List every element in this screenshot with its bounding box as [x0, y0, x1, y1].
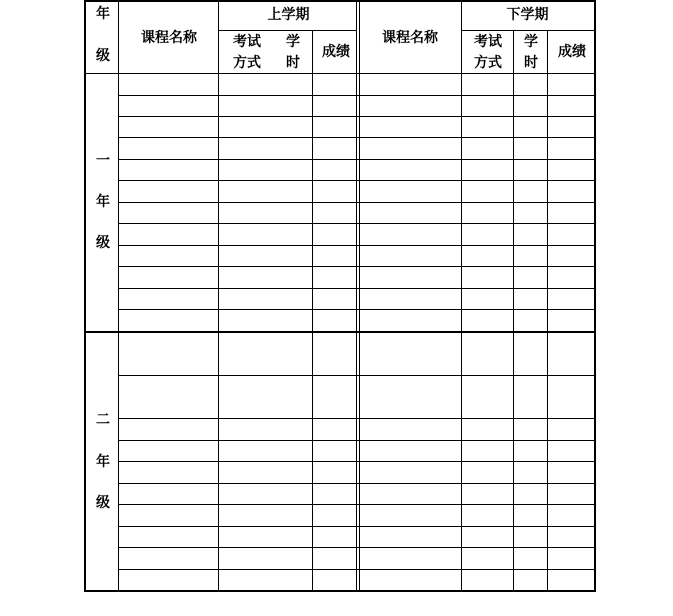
- grade-2-char-1: 二: [96, 412, 110, 428]
- header-hours-right-1: 学: [524, 34, 538, 50]
- header-score-left: 成绩: [322, 44, 350, 60]
- grid-line-h-19: [118, 180, 596, 181]
- grid-line-h-35: [118, 569, 596, 570]
- grade-2-char-2: 年: [96, 454, 110, 470]
- header-grade-char-1: 年: [96, 6, 110, 22]
- grid-line-h-14: [84, 73, 596, 74]
- grid-line-h-7: [218, 30, 356, 31]
- grid-line-h-22: [118, 245, 596, 246]
- grid-line-v-12: [513, 30, 514, 592]
- grid-line-h-16: [118, 116, 596, 117]
- grid-line-h-33: [118, 526, 596, 527]
- header-exam-method-left-1: 考试: [233, 34, 261, 50]
- header-course-name-left: 课程名称: [141, 30, 197, 46]
- header-hours-right-2: 时: [524, 55, 538, 71]
- grid-line-h-30: [118, 461, 596, 462]
- grid-line-h-28: [118, 418, 596, 419]
- header-exam-method-right-2: 方式: [474, 55, 502, 71]
- header-score-right: 成绩: [558, 44, 586, 60]
- grid-line-h-24: [118, 288, 596, 289]
- grid-line-h-23: [118, 266, 596, 267]
- header-hours-left-2: 时: [286, 55, 300, 71]
- grade-1-char-3: 级: [96, 235, 110, 251]
- grid-line-h-0: [84, 0, 596, 2]
- grid-line-h-27: [118, 375, 596, 376]
- grid-line-v-2: [84, 0, 86, 592]
- grade-1-char-1: 一: [96, 153, 110, 169]
- grid-line-v-10: [312, 30, 313, 592]
- grid-line-h-8: [461, 30, 596, 31]
- grid-line-h-1: [84, 590, 596, 592]
- grid-line-h-34: [118, 547, 596, 548]
- grid-line-h-17: [118, 137, 596, 138]
- grid-line-h-26: [84, 331, 596, 333]
- grid-line-h-25: [118, 309, 596, 310]
- header-grade-char-2: 级: [96, 48, 110, 64]
- grid-line-h-21: [118, 223, 596, 224]
- grid-line-h-32: [118, 504, 596, 505]
- grid-line-h-29: [118, 440, 596, 441]
- header-first-semester: 上学期: [267, 7, 310, 23]
- grid-line-h-20: [118, 202, 596, 203]
- header-exam-method-right-1: 考试: [474, 34, 502, 50]
- grid-line-h-31: [118, 483, 596, 484]
- grade-2-char-3: 级: [96, 495, 110, 511]
- header-second-semester: 下学期: [506, 7, 549, 23]
- header-course-name-right: 课程名称: [382, 30, 438, 46]
- grade-1-char-2: 年: [96, 194, 110, 210]
- header-exam-method-left-2: 方式: [233, 55, 261, 71]
- grid-line-v-13: [547, 30, 548, 592]
- grid-line-h-18: [118, 159, 596, 160]
- header-hours-left-1: 学: [286, 34, 300, 50]
- grid-line-h-15: [118, 95, 596, 96]
